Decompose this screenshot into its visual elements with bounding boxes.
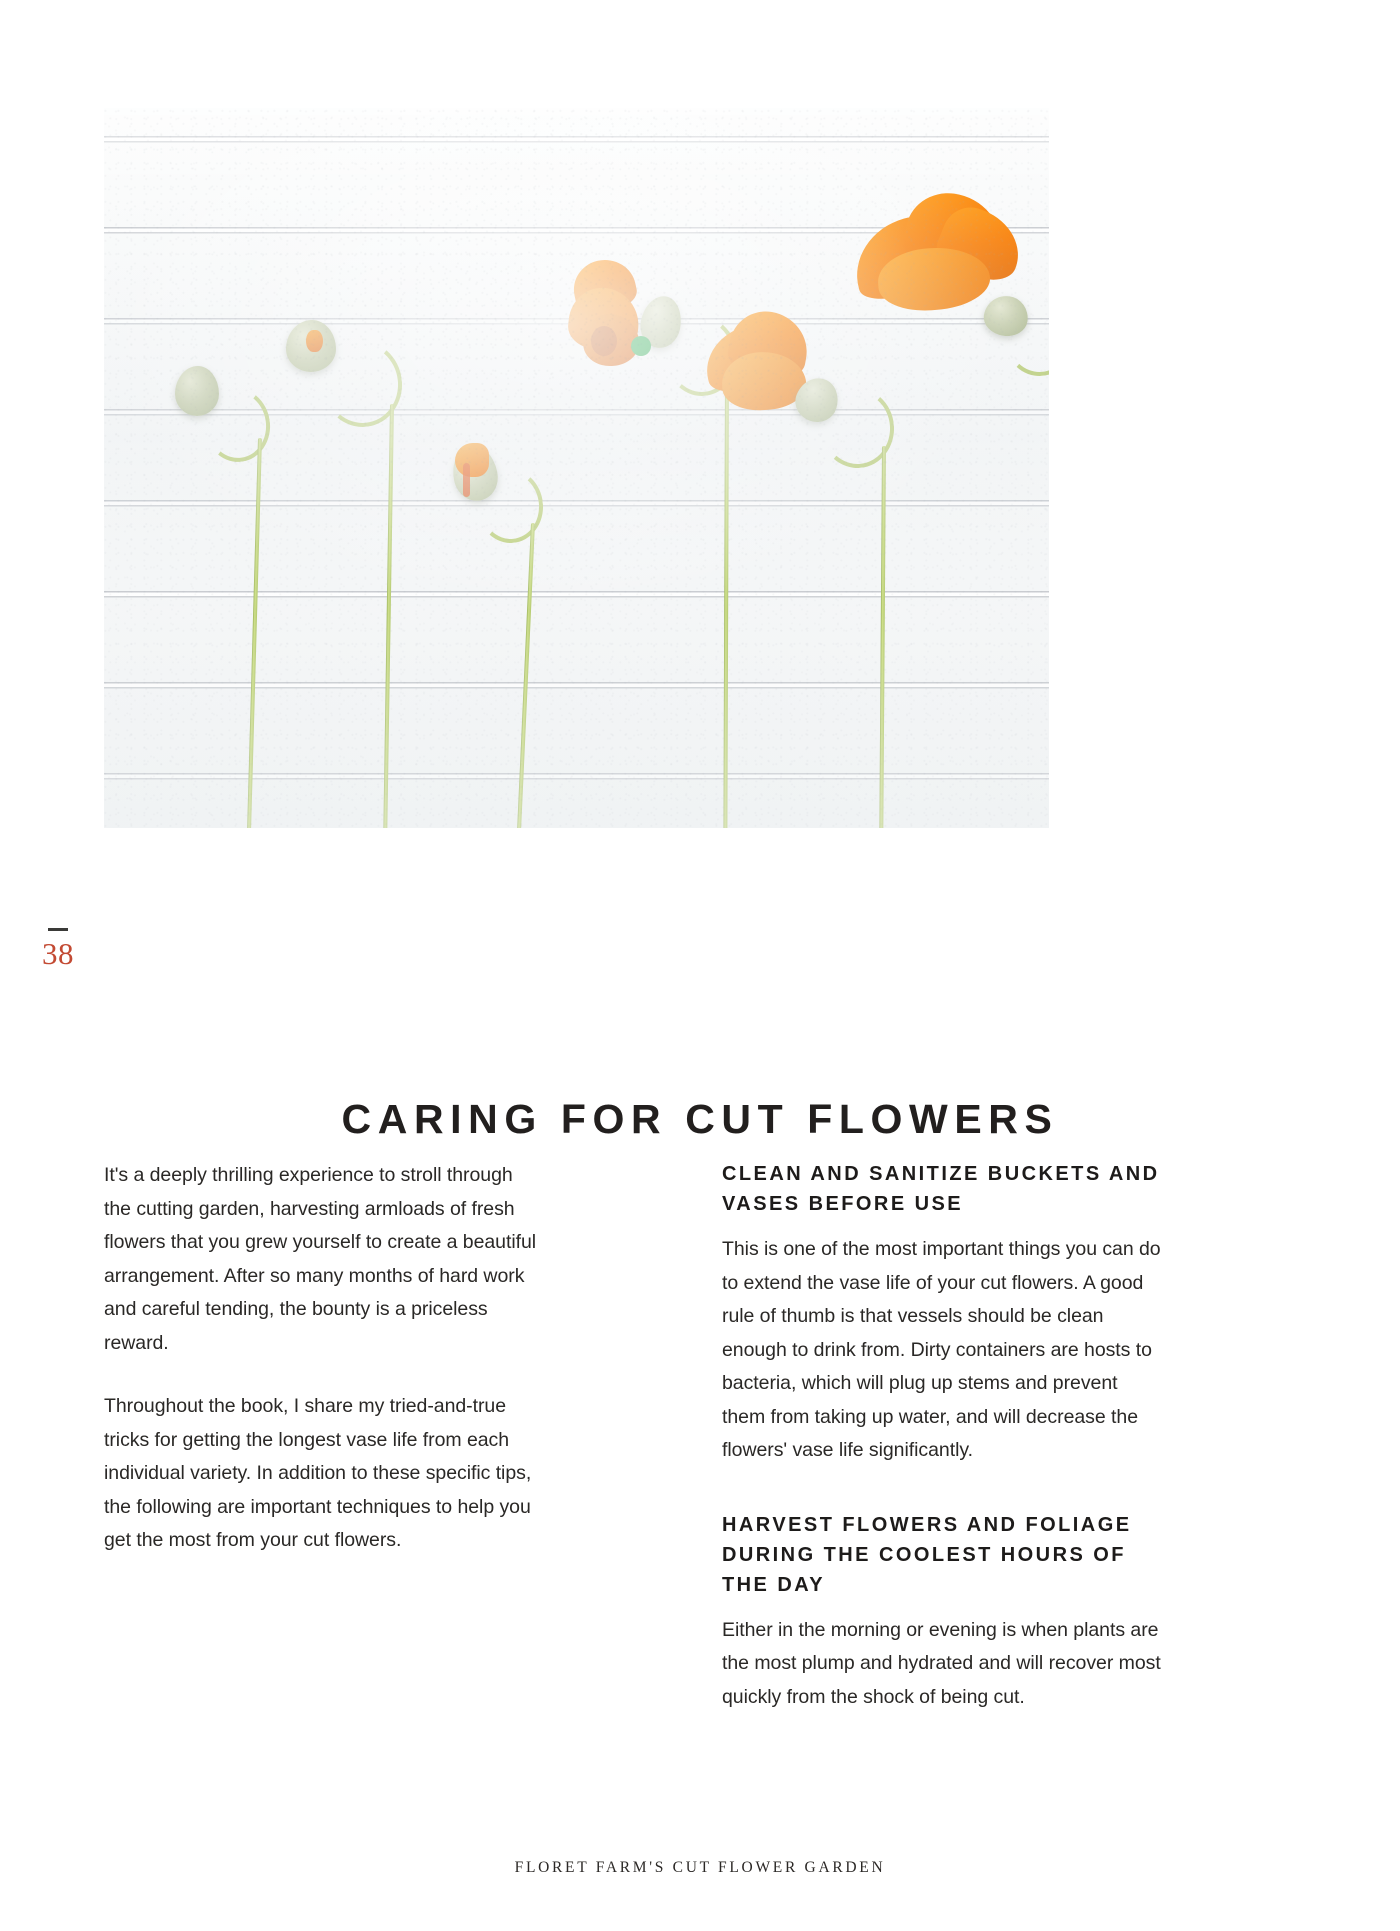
body-column-right bbox=[722, 1159, 1164, 1714]
body-column-left bbox=[104, 1159, 542, 1558]
poppy-stem bbox=[247, 438, 262, 828]
poppy-bloom-stages-photograph bbox=[104, 108, 1049, 828]
poppy-specimen-2 bbox=[284, 208, 434, 828]
poppy-petal-dark-crease bbox=[591, 326, 617, 356]
paragraph: Throughout the book, I share my tried-and-true tricks for getting the longest vase life from each individual variety. In addition to these specific tips, the following are important techniques to help you get the most from your cut flowers. bbox=[104, 1395, 532, 1551]
poppy-specimen-6 bbox=[844, 128, 1049, 828]
poppy-specimen-1 bbox=[174, 248, 294, 828]
paragraph: Either in the morning or evening is when plants are the most plump and hydrated and will recover most quickly from the shock of being cut. bbox=[722, 1618, 1161, 1708]
poppy-green-node bbox=[631, 336, 651, 356]
poppy-stem bbox=[383, 404, 394, 828]
poppy-petal-emerging bbox=[455, 443, 489, 477]
subsection-heading: CLEAN AND SANITIZE BUCKETS AND VASES BEFORE USE bbox=[722, 1163, 1160, 1215]
page-number: 38 bbox=[42, 936, 74, 971]
paragraph: It's a deeply thrilling experience to stroll through the cutting garden, harvesting armloads of fresh flowers that you grew yourself to create a beautiful arrangement. After so many months of hard work and careful tending, the bounty is a priceless reward. bbox=[104, 1164, 537, 1354]
page-title: CARING FOR CUT FLOWERS bbox=[341, 1096, 1059, 1143]
folio-rule-icon bbox=[48, 928, 68, 931]
poppy-bud-color-crack bbox=[306, 330, 323, 352]
subsection-heading: HARVEST FLOWERS AND FOLIAGE DURING THE COOLEST HOURS OF THE DAY bbox=[722, 1513, 1132, 1596]
running-head-footer: FLORET FARM'S CUT FLOWER GARDEN bbox=[514, 1859, 886, 1876]
poppy-petal-streak bbox=[463, 463, 470, 497]
poppy-stem bbox=[517, 523, 535, 828]
paragraph: This is one of the most important things you can do to extend the vase life of your cut flowers. A good rule of thumb is that vessels should be clean enough to drink from. Dirty containers are hosts to bacteria, which will plug up stems and prevent them from taking up water, and will decrease the flowers' vase life significantly. bbox=[722, 1238, 1161, 1461]
page-folio bbox=[27, 928, 89, 969]
